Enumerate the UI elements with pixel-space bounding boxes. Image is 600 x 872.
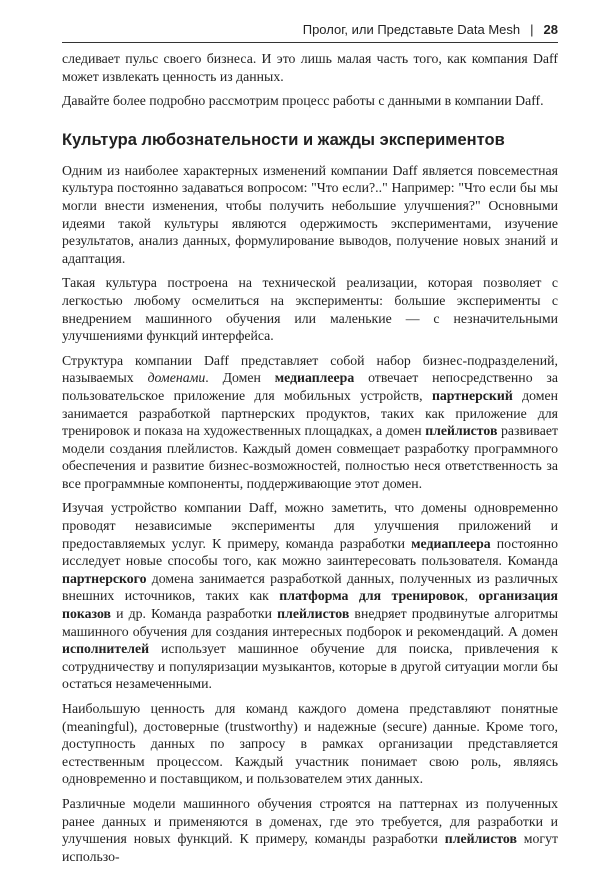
page-number: 28 (543, 21, 558, 37)
paragraph: Давайте более подробно рассмотрим процесс работы с данными в компании Daff. (62, 93, 544, 109)
section-heading: Культура любознательности и жажды экспериментов (62, 130, 505, 149)
term-bold: исполнителей (62, 641, 150, 657)
term-bold: организация показов (62, 588, 558, 622)
term-bold: медиаплеера (411, 535, 491, 551)
term-bold: плейлистов (425, 423, 498, 439)
paragraph: следивает пульс своего бизнеса. И это лишь малая часть того, как компания Daff может извлекать ценность из данных. (62, 51, 558, 84)
header-rule (62, 42, 558, 43)
paragraph: Такая культура построена на технической реализации, которая позволяет с легкостью любому осмелиться на эксперименты: большие эксперименты с внедрением машинного обучения или маленькие — с незначительными улучшениями функций интерфейса. (62, 275, 558, 344)
term-italic: доменами (147, 370, 206, 386)
paragraph: Одним из наиболее характерных изменений компании Daff является повсеместная культура постоянно задаваться вопросом: "Что если?.." Например: "Что если бы мы могли внести изменения, чтобы получить небольшие улучшения?" Основными идеями такой культуры являются одержимость экспериментами, изучение результатов, анализ данных, формулирование выводов, получение новых знаний и адаптация. (62, 162, 558, 266)
term-bold: медиаплеера (274, 370, 355, 386)
header-separator: | (530, 21, 534, 37)
chapter-title: Пролог, или Представьте Data Mesh (302, 21, 521, 37)
paragraph: Различные модели машинного обучения строятся на паттернах из полученных ранее данных и применяются в доменах, где это требуется, для разработки и улучшения новых функций. К примеру, команды разработки плейлистов могут использо- (62, 795, 558, 864)
term-bold: плейлистов (444, 831, 517, 847)
paragraph: Наибольшую ценность для команд каждого домена представляют понятные (meaningful), достоверные (trustworthy) и надежные (secure) данные. Кроме того, доступность данных по запросу в рамках организации представляется естественным процессом. Каждый участник понимает свою роль, являясь одновременно и поставщиком, и пользователем этих данных. (62, 701, 558, 787)
term-bold: плейлистов (277, 606, 350, 622)
running-header (30, 16, 558, 42)
term-bold: платформа для тренировок (279, 588, 465, 604)
page-body (62, 50, 558, 872)
paragraph: Изучая устройство компании Daff, можно заметить, что домены одновременно проводят независимые эксперименты для улучшения приложений и предоставляемых услуг. К примеру, команда разработки медиаплеера постоянно исследует новые способы того, как можно заинтересовать пользователя. Команда партнерского домена занимается разработкой данных, полученных из различных внешних источников, таких как платформа для тренировок, организация показов и др. Команда разработки плейлистов внедряет продвинутые алгоритмы машинного обучения для создания интересных подборок и рекомендаций. А домен исполнителей использует машинное обучение для поиска, привлечения к сотрудничеству и популяризации музыкантов, которые в другой ситуации могли бы остаться незамеченными. (62, 500, 558, 692)
term-bold: партнерского (62, 570, 147, 586)
term-bold: партнерский (431, 387, 513, 403)
paragraph: Структура компании Daff представляет собой набор бизнес-подразделений, называемых доменами. Домен медиаплеера отвечает непосредственно за пользовательское приложение для мобильных устройств, партнерский домен занимается разработкой партнерских продуктов, таких как приложение для тренировок и показа на художественных площадках, а домен плейлистов развивает модели создания плейлистов. Каждый домен совмещает разработку программного обеспечения и развитие бизнес-возможностей, полностью неся ответственность за все программные компоненты, поддерживающие этот домен. (62, 352, 559, 491)
